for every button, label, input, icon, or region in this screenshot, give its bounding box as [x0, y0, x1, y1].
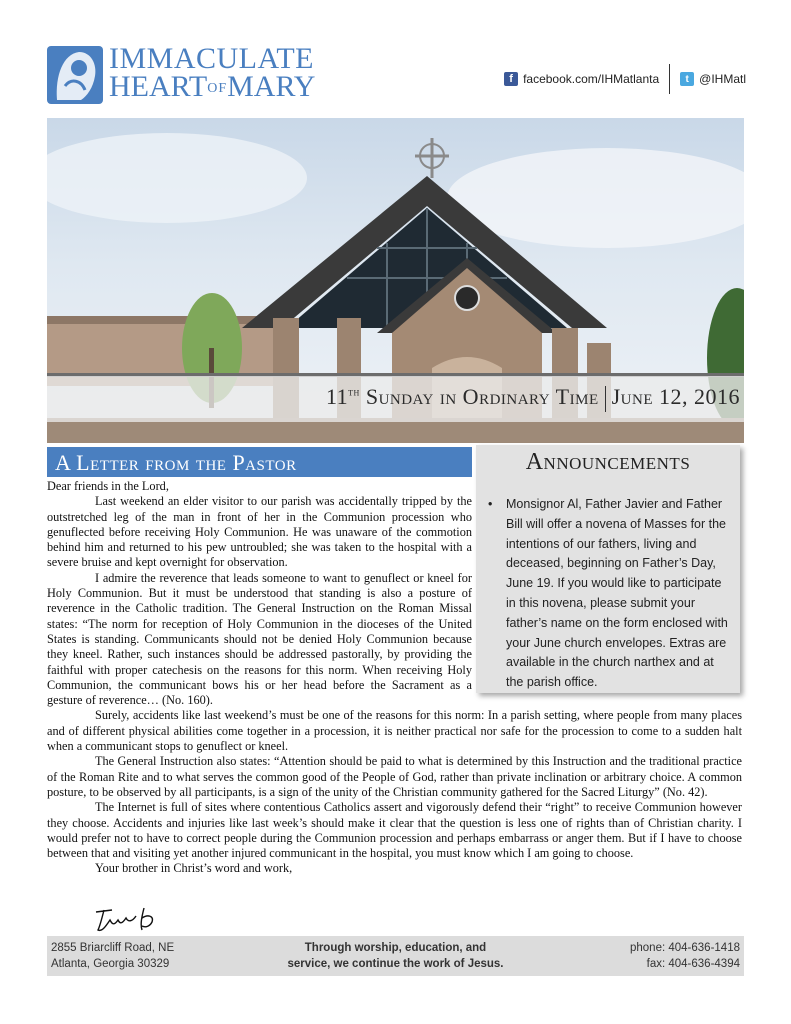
logo-wordmark — [109, 44, 315, 102]
caption-date: June 12, 2016 — [611, 384, 740, 409]
bullet-icon: • — [488, 497, 493, 511]
facebook-icon: f — [504, 72, 518, 86]
letter-paragraph-3: Surely, accidents like last weekend’s must be one of the reasons for this norm: In a parish setting, where people from many places and of different physical abilities come together in a procession, it is neither practical nor safe for the procession to come to a sudden halt when a communicant stops to genuflect or kneel. — [47, 708, 742, 754]
letter-heading: A Letter from the Pastor — [55, 450, 297, 475]
footer-bar — [47, 936, 744, 976]
facebook-link[interactable]: facebook.com/IHMatlanta — [523, 72, 660, 86]
logo-line-2: HEARTOFMARY — [109, 70, 316, 103]
letter-salutation: Dear friends in the Lord, — [47, 479, 169, 493]
social-links — [504, 64, 746, 94]
parish-motto: Through worship, education, and service, we continue the work of Jesus. — [287, 942, 504, 970]
sunday-caption — [47, 376, 744, 422]
parish-contact — [630, 940, 740, 972]
letter-paragraph-2: I admire the reverence that leads someone to want to genuflect or kneel for Holy Communion. But it must be understood that standing is also a posture of reverence in the Catholic tradition. The General Instruction on the Roman Missal states: “The norm for reception of Holy Communion in the dioceses of the United States is standing. Communicants should not be denied Holy Communion because they kneel. Rather, such instances should be addressed pastorally, by providing the faithful with proper catechesis on the reasons for this norm. When receiving Holy Communion, the communicant bows his or her head before the Sacrament as a gesture of reverence… (No. 160). — [47, 570, 472, 708]
letter-heading-bar — [47, 447, 472, 477]
caption-sunday: Sunday in Ordinary Time — [359, 384, 599, 409]
logo-line-1: IMMACULATE — [109, 42, 314, 75]
parish-address: 2855 Briarcliff Road, NE Atlanta, Georgia 30329 — [51, 942, 175, 970]
phone-number: phone: 404-636-1418 — [630, 942, 740, 954]
parish-logo — [47, 44, 317, 106]
caption-ordinal: 11th — [325, 384, 360, 409]
letter-closing: Your brother in Christ’s word and work, — [95, 861, 293, 876]
fax-number: fax: 404-636-4394 — [646, 958, 740, 970]
church-photo — [47, 118, 744, 443]
twitter-link[interactable]: @IHMatl — [699, 72, 746, 86]
pastor-signature — [92, 904, 172, 934]
letter-paragraph-4: The General Instruction also states: “Attention should be paid to what is determined by this Instruction and the traditional practice of the Roman Rite and to what serves the common good of the People of God, rather than private inclination or arbitrary choice. A common posture, to be observed by all participants, is a sign of the unity of the Christian community gathered for the Sacred Liturgy” (No. 42). — [47, 754, 742, 799]
madonna-icon — [47, 46, 103, 104]
letter-paragraph-5: The Internet is full of sites where contentious Catholics assert and vigorously defend their “right” to receive Communion however they choose. Accidents and injuries like last week’s should make it clear that the question is less one of rights than of Christian charity. I would prefer not to have to correct people during the Communion procession and perhaps embarrass or anger them. But if I have to choose between that and visiting yet another injured communicant in the hospital, you must know which I am going to choose. — [47, 800, 742, 861]
caption-divider — [605, 386, 606, 412]
social-divider — [669, 64, 670, 94]
announcement-text: Monsignor Al, Father Javier and Father Bill will offer a novena of Masses for the intentions of our fathers, living and deceased, beginning on Father’s Day, June 19. If you would like to participate in this novena, please submit your father’s name on the form enclosed with your June church envelopes. Extras are available in the church narthex and at the parish office. — [506, 497, 728, 690]
letter-paragraph-1: Last weekend an elder visitor to our parish was accidentally tripped by the outstretched leg of the man in front of her in the Communion procession who genuflected before receiving Holy Communion. He was unaware of the commotion behind him and returned to his pew untroubled; she was taken to the hospital with a severe bruise and kept overnight for observation. — [47, 494, 472, 570]
letter-body — [47, 479, 742, 877]
announcements-heading: Announcements — [525, 449, 691, 475]
twitter-icon: t — [680, 72, 694, 86]
